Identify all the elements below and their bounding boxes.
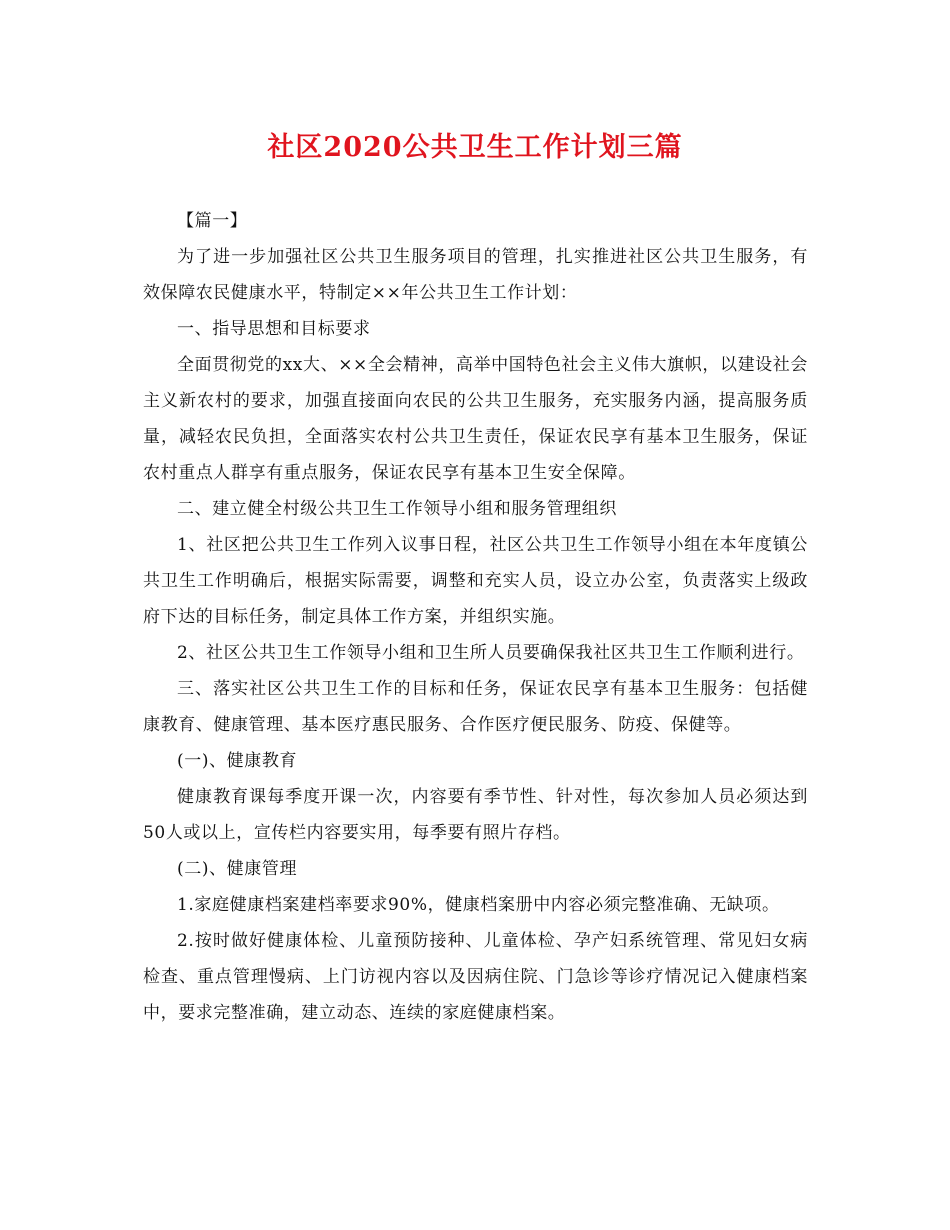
paragraph-item-1: 1、社区把公共卫生工作列入议事日程，社区公共卫生工作领导小组在本年度镇公共卫生工作明确后，根据实际需要，调整和充实人员，设立办公室，负责落实上级政府下达的目标任务，制定具体工作方案，并组织实施。 [143,535,808,627]
document-title: 社区2020公共卫生工作计划三篇 [267,132,683,163]
heading-health-management: (二)、健康管理 [177,859,298,879]
heading-guiding-ideology: 一、指导思想和目标要求 [177,319,371,339]
paragraph-item-2: 2、社区公共卫生工作领导小组和卫生所人员要确保我社区共卫生工作顺利进行。 [177,643,805,663]
paragraph-health-education: 健康教育课每季度开课一次，内容要有季节性、针对性，每次参加人员必须达到50人或以上，宣传栏内容要实用，每季要有照片存档。 [143,787,808,843]
heading-health-education: (一)、健康教育 [177,751,298,771]
intro-paragraph: 为了进一步加强社区公共卫生服务项目的管理，扎实推进社区公共卫生服务，有效保障农民健康水平，特制定××年公共卫生工作计划： [143,247,808,303]
paragraph-management-item-1: 1.家庭健康档案建档率要求90%，健康档案册中内容必须完整准确、无缺项。 [177,895,780,915]
paragraph-management-item-2: 2.按时做好健康体检、儿童预防接种、儿童体检、孕产妇系统管理、常见妇女病检查、重点管理慢病、上门访视内容以及因病住院、门急诊等诊疗情况记入健康档案中，要求完整准确，建立动态、连续的家庭健康档案。 [143,931,808,1023]
paragraph-goals-tasks: 三、落实社区公共卫生工作的目标和任务，保证农民享有基本卫生服务：包括健康教育、健康管理、基本医疗惠民服务、合作医疗便民服务、防疫、保健等。 [143,679,808,735]
section-label-part-one: 【篇一】 [177,211,248,231]
heading-leadership-group: 二、建立健全村级公共卫生工作领导小组和服务管理组织 [177,499,617,519]
paragraph-guiding-ideology: 全面贯彻党的xx大、××全会精神，高举中国特色社会主义伟大旗帜，以建设社会主义新农村的要求，加强直接面向农民的公共卫生服务，充实服务内涵，提高服务质量，减轻农民负担，全面落实农村公共卫生责任，保证农民享有基本卫生服务，保证农村重点人群享有重点服务，保证农民享有基本卫生安全保障。 [143,355,808,483]
document-body [143,203,808,1031]
